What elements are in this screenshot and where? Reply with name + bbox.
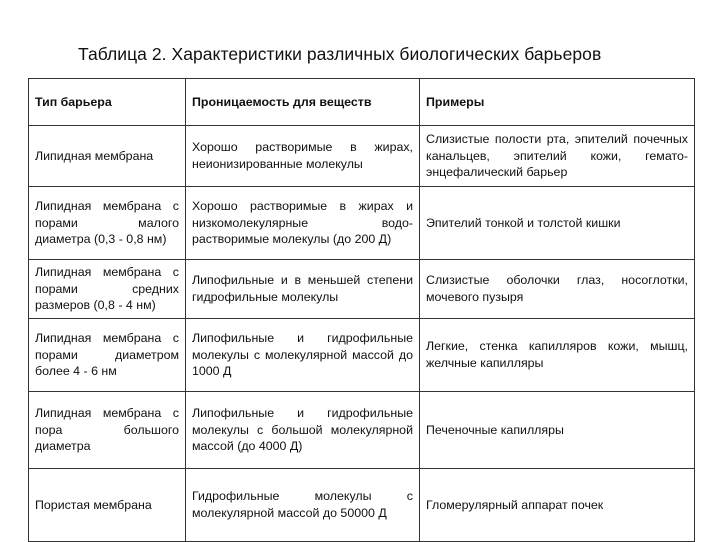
cell-examples: Слизистые оболочки глаз, носоглотки, мочевого пузыря bbox=[420, 260, 695, 319]
cell-permeability: Хорошо растворимые в жирах и низкомолекулярные водо-растворимые молекулы (до 200 Д) bbox=[186, 187, 420, 260]
cell-permeability: Липофильные и гидрофильные молекулы с большой молекулярной массой (до 4000 Д) bbox=[186, 392, 420, 469]
table-row bbox=[29, 392, 695, 469]
header-examples: Примеры bbox=[420, 79, 695, 126]
table-row bbox=[29, 469, 695, 542]
table-header-row bbox=[29, 79, 695, 126]
cell-permeability: Липофильные и в меньшей степени гидрофильные молекулы bbox=[186, 260, 420, 319]
cell-barrier-type: Липидная мембрана bbox=[29, 126, 186, 187]
header-permeability: Проницаемость для веществ bbox=[186, 79, 420, 126]
document-title: Таблица 2. Характеристики различных биологических барьеров bbox=[78, 44, 602, 64]
table-row bbox=[29, 187, 695, 260]
cell-examples: Эпителий тонкой и толстой кишки bbox=[420, 187, 695, 260]
cell-examples: Печеночные капилляры bbox=[420, 392, 695, 469]
table-row bbox=[29, 260, 695, 319]
cell-examples: Гломерулярный аппарат почек bbox=[420, 469, 695, 542]
table-row bbox=[29, 126, 695, 187]
cell-barrier-type: Липидная мембрана с порами диаметром более 4 - 6 нм bbox=[29, 319, 186, 392]
cell-examples: Слизистые полости рта, эпителий почечных канальцев, эпителий кожи, гемато-энцефалический барьер bbox=[420, 126, 695, 187]
cell-examples: Легкие, стенка капилляров кожи, мышц, желчные капилляры bbox=[420, 319, 695, 392]
cell-barrier-type: Липидная мембрана с порами малого диаметра (0,3 - 0,8 нм) bbox=[29, 187, 186, 260]
cell-barrier-type: Пористая мембрана bbox=[29, 469, 186, 542]
barriers-table bbox=[28, 78, 695, 542]
cell-permeability: Хорошо растворимые в жирах, неионизированные молекулы bbox=[186, 126, 420, 187]
cell-permeability: Липофильные и гидрофильные молекулы с молекулярной массой до 1000 Д bbox=[186, 319, 420, 392]
table-row bbox=[29, 319, 695, 392]
cell-barrier-type: Липидная мембрана с порами средних размеров (0,8 - 4 нм) bbox=[29, 260, 186, 319]
cell-permeability: Гидрофильные молекулы с молекулярной массой до 50000 Д bbox=[186, 469, 420, 542]
cell-barrier-type: Липидная мембрана с пора большого диаметра bbox=[29, 392, 186, 469]
header-barrier-type: Тип барьера bbox=[29, 79, 186, 126]
